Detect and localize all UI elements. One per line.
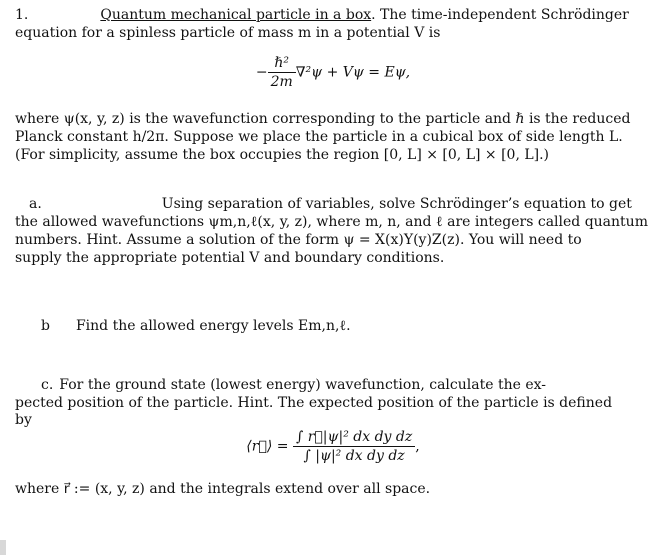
paragraph-line: where ψ(x, y, z) is the wavefunction corresponding to the particle and ℏ is the reduced <box>15 111 631 127</box>
paragraph-line: (For simplicity, assume the box occupies the region [0, L] × [0, L] × [0, L].) <box>15 147 550 163</box>
expected-position-formula <box>0 428 666 465</box>
part-c-text: For the ground state (lowest energy) wavefunction, calculate the ex- <box>59 377 546 393</box>
part-c-label: c. <box>41 377 54 393</box>
equation-numerator: ℏ² <box>268 54 296 73</box>
part-a-first-line <box>15 195 632 213</box>
equation-rest: ∇²ψ + Vψ = Eψ, <box>295 64 411 81</box>
paragraph-line: Planck constant h/2π. Suppose we place the particle in a cubical box of side length L. <box>15 129 623 145</box>
part-b-line <box>15 317 351 335</box>
part-a-line: numbers. Hint. Assume a solution of the form ψ = X(x)Y(y)Z(z). You will need to <box>15 232 582 248</box>
formula-lhs: ⟨r⃗⟩ = <box>246 438 289 455</box>
part-b-label: b <box>41 318 50 334</box>
part-a-line: supply the appropriate potential V and boundary conditions. <box>15 250 445 266</box>
formula-fraction <box>293 428 415 465</box>
page-edge-marker <box>0 540 6 555</box>
problem-intro-line2: equation for a spinless particle of mass m in a potential V is <box>15 25 441 41</box>
formula-denominator: ∫ |ψ|² dx dy dz <box>303 448 405 464</box>
part-c-line: pected position of the particle. Hint. The expected position of the particle is defined <box>15 395 613 411</box>
part-c-line: by <box>15 412 32 428</box>
schrodinger-equation: − $\frac{\text{ℏ²}}{2m}$ ∇²ψ + Vψ = Eψ, <box>255 55 411 90</box>
part-c-first-line <box>15 376 546 394</box>
problem-intro-line1: . The time-independent Schrödinger <box>371 7 629 23</box>
formula-tail: , <box>415 438 420 455</box>
equation-fraction <box>268 54 296 91</box>
part-c-closing: where r⃗ := (x, y, z) and the integrals extend over all space. <box>15 481 431 497</box>
part-b-text: Find the allowed energy levels Em,n,ℓ. <box>75 318 351 334</box>
problem-number: 1. <box>15 7 29 23</box>
part-a-label: a. <box>29 196 42 212</box>
formula-numerator: ∫ r⃗|ψ|² dx dy dz <box>293 428 415 447</box>
equation-denominator: 2m <box>270 74 293 90</box>
problem-header-line <box>15 6 629 24</box>
part-a-line: the allowed wavefunctions ψm,n,ℓ(x, y, z), where m, n, and ℓ are integers called quantum <box>15 214 648 230</box>
problem-title: Quantum mechanical particle in a box <box>100 7 372 23</box>
part-a-text: Using separation of variables, solve Schrödinger’s equation to get <box>161 196 632 212</box>
